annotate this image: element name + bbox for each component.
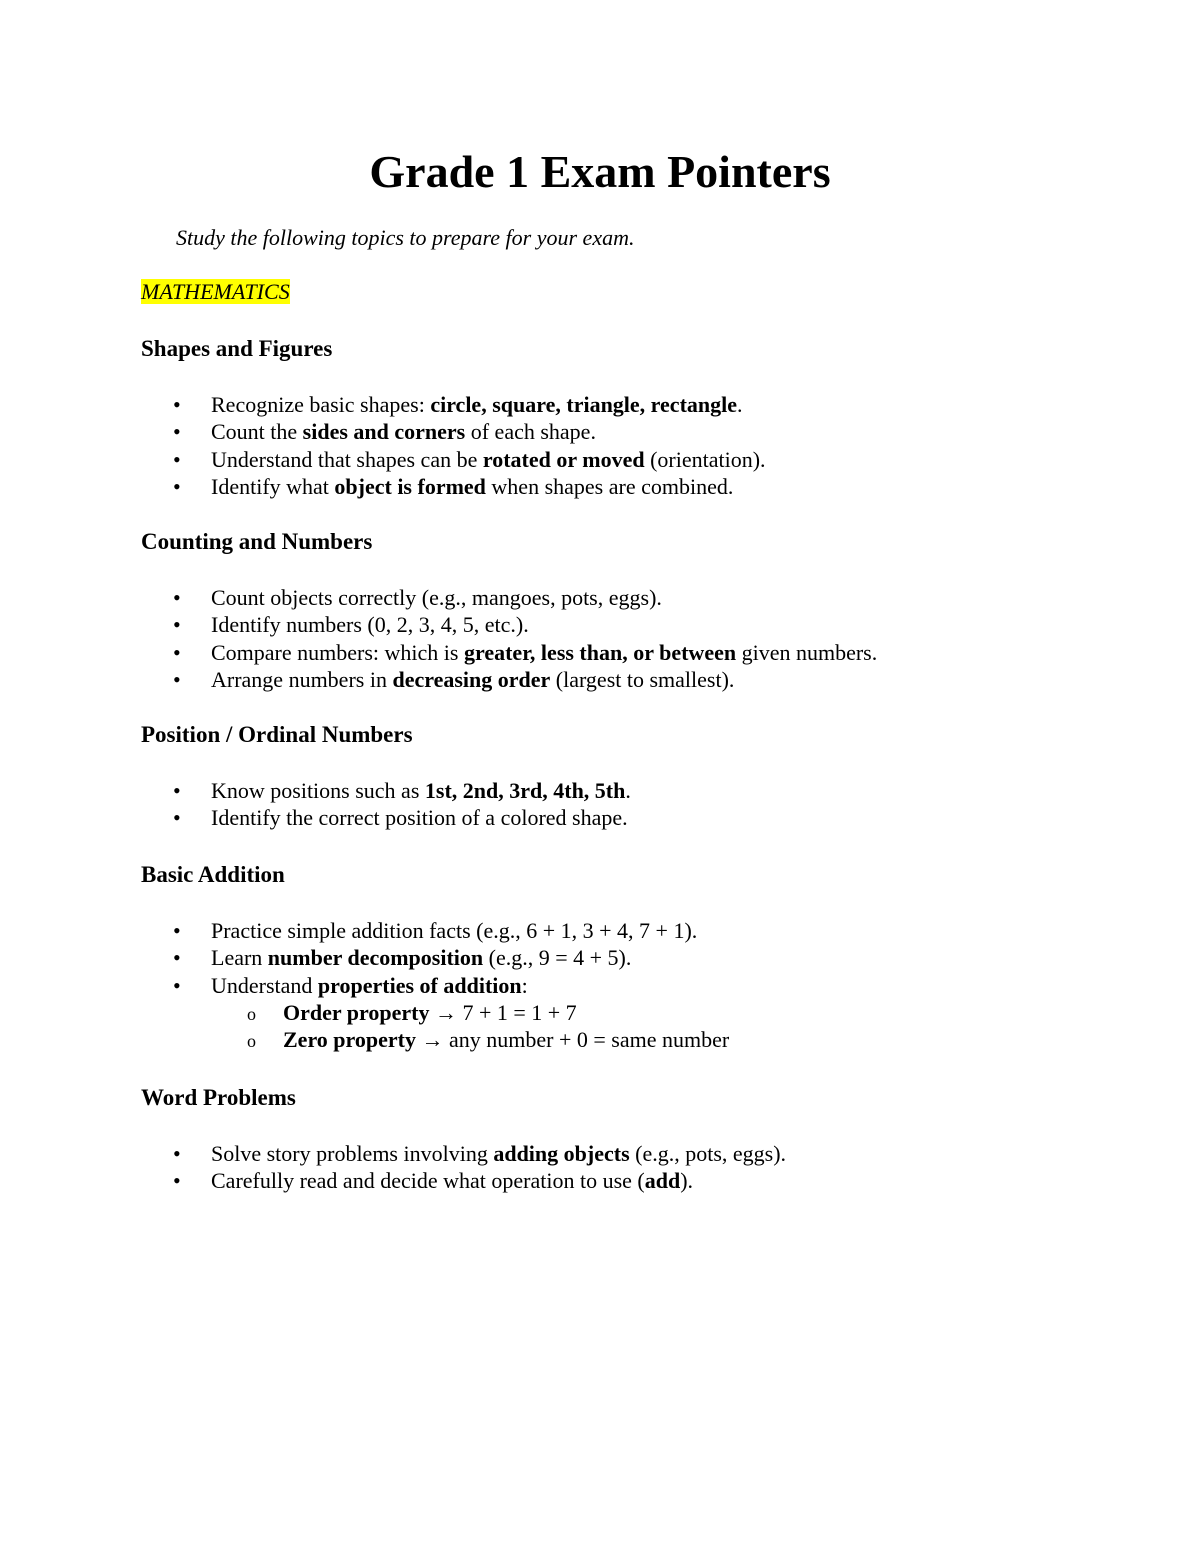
sub-list-item: o Zero property → any number + 0 = same number [211,1026,729,1053]
page-title: Grade 1 Exam Pointers [369,146,831,197]
subject-highlight: MATHEMATICS [141,279,290,304]
list-item: • Know positions such as 1st, 2nd, 3rd, 4th, 5th. [141,777,631,804]
list-item: • Recognize basic shapes: circle, square, triangle, rectangle. [141,391,766,418]
section-heading-counting: Counting and Numbers [141,529,373,554]
sub-list-properties [211,999,729,1054]
subtitle: Study the following topics to prepare for your exam. [176,225,635,250]
list-counting [141,584,877,693]
list-item: • Arrange numbers in decreasing order (largest to smallest). [141,666,877,693]
subject-label [141,278,290,306]
list-item: • Identify the correct position of a colored shape. [141,804,631,831]
section-heading-position: Position / Ordinal Numbers [141,722,413,747]
list-item: • Carefully read and decide what operation to use (add). [141,1167,786,1194]
list-item: • Solve story problems involving adding objects (e.g., pots, eggs). [141,1140,786,1167]
list-item: • Practice simple addition facts (e.g., 6 + 1, 3 + 4, 7 + 1). [141,917,729,944]
list-item: • Compare numbers: which is greater, less than, or between given numbers. [141,639,877,666]
list-item: • Identify numbers (0, 2, 3, 4, 5, etc.). [141,611,877,638]
list-item: • Understand that shapes can be rotated or moved (orientation). [141,446,766,473]
section-heading-shapes: Shapes and Figures [141,336,333,361]
sub-list-item: o Order property → 7 + 1 = 1 + 7 [211,999,729,1026]
list-item: • Learn number decomposition (e.g., 9 = 4 + 5). [141,944,729,971]
list-addition [141,917,729,1053]
section-heading-addition: Basic Addition [141,862,285,887]
list-item: • Identify what object is formed when shapes are combined. [141,473,766,500]
list-position [141,777,631,832]
list-shapes [141,391,766,500]
section-heading-word-problems: Word Problems [141,1085,296,1110]
list-word-problems [141,1140,786,1195]
list-item: • Understand properties of addition: o Order property → 7 + 1 = 1 + 7 o Zero property → any number + 0 = same number [141,972,729,1054]
list-item: • Count the sides and corners of each shape. [141,418,766,445]
list-item: • Count objects correctly (e.g., mangoes, pots, eggs). [141,584,877,611]
